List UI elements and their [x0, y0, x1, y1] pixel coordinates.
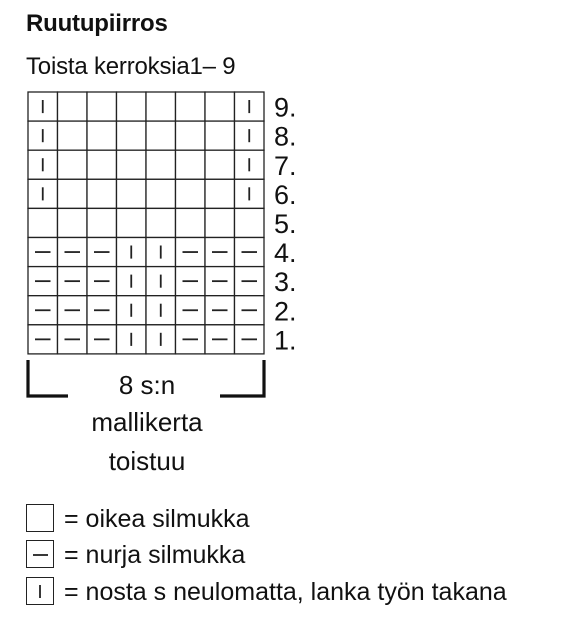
repeat-label-line-2: mallikerta — [91, 407, 203, 437]
chart-cell — [146, 267, 176, 296]
chart-cell — [146, 179, 176, 208]
chart-cell — [87, 238, 117, 267]
chart-cell — [235, 92, 265, 121]
chart-cell — [28, 121, 58, 150]
repeat-label-line-3: toistuu — [108, 446, 186, 476]
chart-cell — [146, 238, 176, 267]
row-numbers — [274, 93, 297, 356]
chart-cell — [87, 267, 117, 296]
chart-cell — [205, 208, 235, 237]
chart-cell — [58, 179, 88, 208]
chart-cell — [176, 121, 206, 150]
chart-cell — [205, 150, 235, 179]
legend-text-knit: = oikea silmukka — [64, 505, 250, 533]
chart-cell — [87, 325, 117, 354]
chart-cell — [235, 150, 265, 179]
chart-cell — [235, 238, 265, 267]
repeat-label-line-1: 8 s:n — [118, 370, 176, 400]
chart-cell — [146, 92, 176, 121]
chart-cell — [205, 296, 235, 325]
chart-cell — [28, 179, 58, 208]
chart-cell — [58, 208, 88, 237]
chart-cell — [176, 296, 206, 325]
chart-cell — [176, 267, 206, 296]
chart-cell — [28, 238, 58, 267]
chart-cell — [205, 92, 235, 121]
chart-cell — [176, 208, 206, 237]
chart-cell — [117, 121, 147, 150]
chart-cell — [235, 267, 265, 296]
chart-grid — [28, 92, 264, 354]
chart-cell — [235, 296, 265, 325]
chart-cell — [117, 296, 147, 325]
chart-cell — [117, 267, 147, 296]
chart-cell — [28, 150, 58, 179]
chart-cell — [205, 325, 235, 354]
chart-cell — [235, 208, 265, 237]
chart-cell — [87, 208, 117, 237]
chart-cell — [28, 92, 58, 121]
chart-cell — [176, 92, 206, 121]
chart-cell — [87, 121, 117, 150]
chart-cell — [146, 208, 176, 237]
chart-cell — [58, 325, 88, 354]
legend-text-purl: = nurja silmukka — [64, 541, 246, 569]
chart-cell — [28, 296, 58, 325]
chart-cell — [87, 179, 117, 208]
chart-cell — [117, 208, 147, 237]
row-number-label: 9. — [274, 92, 297, 123]
chart-cell — [176, 325, 206, 354]
row-number-label: 5. — [274, 208, 297, 239]
chart-cell — [58, 92, 88, 121]
row-number-label: 6. — [274, 179, 297, 210]
row-number-label: 1. — [274, 325, 297, 356]
chart-cell — [58, 267, 88, 296]
chart-cell — [28, 325, 58, 354]
chart-cell — [117, 325, 147, 354]
chart-cell — [205, 121, 235, 150]
chart-cell — [235, 179, 265, 208]
repeat-instruction: Toista kerroksia1– 9 — [26, 53, 236, 80]
chart-cell — [87, 150, 117, 179]
chart-cell — [146, 121, 176, 150]
chart-cell — [87, 296, 117, 325]
chart-cell — [176, 150, 206, 179]
chart-cell — [117, 238, 147, 267]
chart-cell — [58, 150, 88, 179]
chart-title: Ruutupiirros — [26, 10, 168, 37]
chart-cell — [28, 267, 58, 296]
row-number-label: 3. — [274, 267, 297, 298]
row-number-label: 2. — [274, 296, 297, 327]
row-number-label: 8. — [274, 121, 297, 152]
chart-cell — [58, 296, 88, 325]
chart-cell — [146, 296, 176, 325]
empty-square-icon — [26, 504, 54, 532]
chart-cell — [205, 238, 235, 267]
vertical-bar-icon — [26, 577, 54, 605]
chart-cell — [28, 208, 58, 237]
chart-cell — [146, 325, 176, 354]
legend-text-slip: = nosta s neulomatta, lanka työn takana — [64, 578, 507, 606]
chart-cell — [117, 92, 147, 121]
row-number-label: 7. — [274, 150, 297, 181]
row-number-label: 4. — [274, 238, 297, 269]
chart-cell — [205, 179, 235, 208]
chart-cell — [235, 325, 265, 354]
chart-cell — [235, 121, 265, 150]
chart-cell — [58, 121, 88, 150]
chart-cell — [205, 267, 235, 296]
chart-cell — [58, 238, 88, 267]
chart-cell — [176, 238, 206, 267]
chart-cell — [117, 150, 147, 179]
dash-icon — [26, 540, 54, 568]
chart-cell — [146, 150, 176, 179]
chart-cell — [117, 179, 147, 208]
chart-cell — [87, 92, 117, 121]
chart-cell — [176, 179, 206, 208]
